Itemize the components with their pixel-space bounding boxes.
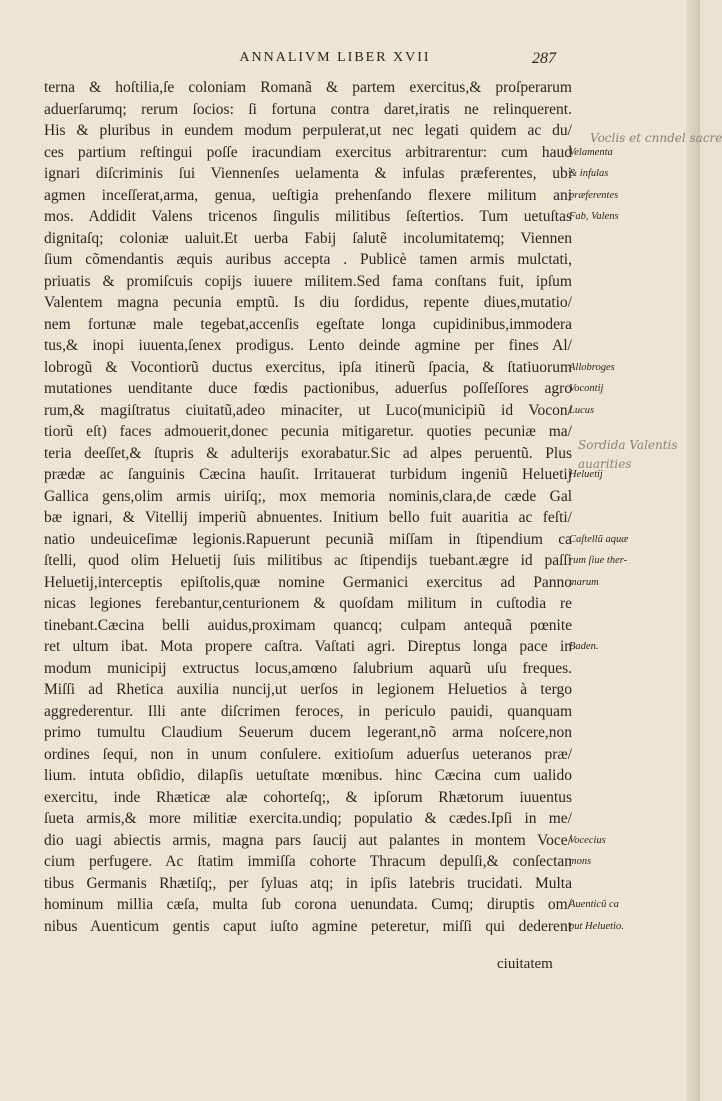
margin-note: Vocontij [569,383,604,394]
catchword: ciuitatem [497,956,553,972]
text-line: cium perfugere. Ac ſtatim immiſſa cohorte Thracum depulſi,& conſectan [44,853,572,870]
margin-note: put Heluetio. [569,920,624,932]
text-line: ignari diſcriminis ſui Viennenſes uelamenta & infulas præferentes, ubi [44,165,572,182]
margin-note: rum ſiue ther- [569,555,628,566]
handwritten-note: Voclis et cnndel sacre [590,131,722,145]
text-line: terna & hoſtilia,ſe coloniam Romanã & partem exercitus,& proſperarum [44,79,572,96]
text-line: priuatis & promiſcuis copijs iuuere militem.Sed fama conſtans fuit, ipſum [44,272,572,290]
page-number: 287 [532,50,556,67]
margin-note: Auenticũ ca [569,899,619,910]
text-line: His & pluribus in eundem modum perpulerat,ut nec legati quidem ac du/ [44,122,572,139]
text-line: hominum millia cæſa, multa ſub corona uenundata. Cumq; diruptis om/ [44,896,572,913]
text-line: natio undeuiceſimæ legionis.Rapuerunt pecuniã miſſam in ſtipendium ca [44,530,572,548]
margin-note: præferentes [569,189,619,201]
text-line: exercitu, inde Rhæticæ alæ cohorteſq;, & ipſorum Rhætorum iuuentus [44,788,572,806]
text-line: ordines ſequi, non in unum conſulere. exitioſum aduerſus ueteranos præ/ [44,745,572,763]
text-line: tibus Germanis Rhætiſq;, per ſyluas atq; in ipſis latebris trucidati. Multa [44,874,572,892]
margin-note: Caſtellũ aquæ [569,533,629,545]
text-line: aggrederentur. Illi ante diſcrimen feroces, in periculo pauidi, quanquam [44,702,572,720]
margin-note: Velamenta [569,146,613,158]
text-line: tus,& inopi iuuenta,ſenex prodigus. Lento deinde agmine per fines Al/ [44,337,572,354]
text-line: ſueta armis,& more militiæ exercita.undiq; populatio & cædes.Ipſi in me/ [44,810,572,827]
text-line: aduerſarumq; rerum ſocios: ſi fortuna contra daret,iratis ne relinquerent. [44,100,572,118]
text-line: Miſſi ad Rhetica auxilia nuncij,ut uerſos in legionem Heluetios à tergo [44,681,572,698]
margin-note: & infulas [569,168,609,179]
margin-note: Baden. [569,641,599,652]
text-line: lium. intuta obſidio, dilapſis uetuſtate mœnibus. hinc Cæcina cum ualido [44,767,572,784]
margin-note: Heluetij [569,469,603,480]
text-line: Valentem magna pecunia emptũ. Is diu ſordidus, repente diues,mutatio/ [44,294,572,311]
text-line: rum,& magiſtratus ciuitatũ,adeo minaciter, ut Luco(municipiũ id Vocon/ [44,401,572,419]
text-line: bæ ignari, & Vitellij imperiũ abnuentes. Initium bello fuit auaritia ac feſti/ [44,509,572,526]
text-line: ſium cõmendantis æquis auribus accepta . Publicè tamen armis mulctati, [44,251,572,268]
text-line: modum municipij extructus locus,amœno ſalubrium aquarũ uſu freques. [44,659,572,677]
text-line: Gallica gens,olim armis uiriſq;, mox memoria nominis,clara,de cæde Gal [44,487,572,505]
text-line: dignitaſq; coloniæ ualuit.Et uerba Fabij ſalutẽ incolumitatemq; Viennen [44,229,572,247]
text-line: prædæ ac ſanguinis Cæcina hauſit. Irritauerat turbidum ingeniũ Heluetij [44,466,572,483]
text-line: nem fortunæ male tegebat,accenſis egeſtate longa cupidinibus,immodera [44,315,572,333]
text-line: mos. Addidit Valens tricenos ſingulis militibus ſeſtertios. Tum uetuſtas [44,208,572,225]
margin-note: Allobroges [569,361,615,373]
text-line: tiorũ eſt) faces admouerit,donec pecunia mitigaretur. quoties pecuniæ ma/ [44,423,572,440]
margin-note: Lucus [569,404,595,416]
text-line: nicas legiones ferebantur,centurionem & quoſdam militum in cuſtodia re [44,595,572,612]
main-text-block [44,77,572,937]
page-edge [686,0,700,1101]
text-line: ret ultum ibat. Mota propere caſtra. Vaſtati agri. Direptus longa pace in [44,638,572,655]
margin-note: Vocecius [569,834,606,846]
handwritten-note: auarities [578,457,632,471]
text-line: ſtelli, quod olim Heluetij ſuis militibus ac ſtipendijs tuebant.ægre id paſſi [44,552,572,569]
handwritten-note: Sordida Valentis [578,438,678,452]
text-line: tinebant.Cæcina belli auidus,proximam quancq; culpam antequã pœnite [44,616,572,634]
running-header: ANNALIVM LIBER XVII [239,50,431,65]
text-line: nibus Auenticum gentis caput iuſto agmine peteretur, miſſi qui dederent [44,917,572,935]
margin-note: marum [569,576,599,588]
text-line: primo tumultu Claudium Seuerum ducem legerant,nõ arma noſcere,non [44,724,572,741]
margin-note: Fab, Valens [569,211,619,222]
text-line: mutationes uenditante duce fœdis pactionibus, aduerſus poſſeſſores agro [44,380,572,397]
text-line: agmen inceſſerat,arma, genua, ueſtigia prehenſando flexere militum ani [44,186,572,204]
margin-note: mons [569,856,592,867]
text-line: lobrogũ & Vocontiorũ ductus exercitus, ipſa itinerũ ſpacia, & ſtatiuorum [44,358,572,376]
text-line: ces partium reſtingui poſſe iracundiam exercitus arbitrarentur: cum haud [44,143,572,161]
text-line: Heluetij,interceptis epiſtolis,quæ nomine Germanici exercitus ad Panno [44,573,572,591]
text-line: teria deeſſet,& ſtupris & adulterijs exorabatur.Sic ad alpes peruentũ. Plus [44,444,572,462]
text-line: dio uagi abiectis armis, magna pars ſaucij aut palantes in montem Voce/ [44,831,572,849]
